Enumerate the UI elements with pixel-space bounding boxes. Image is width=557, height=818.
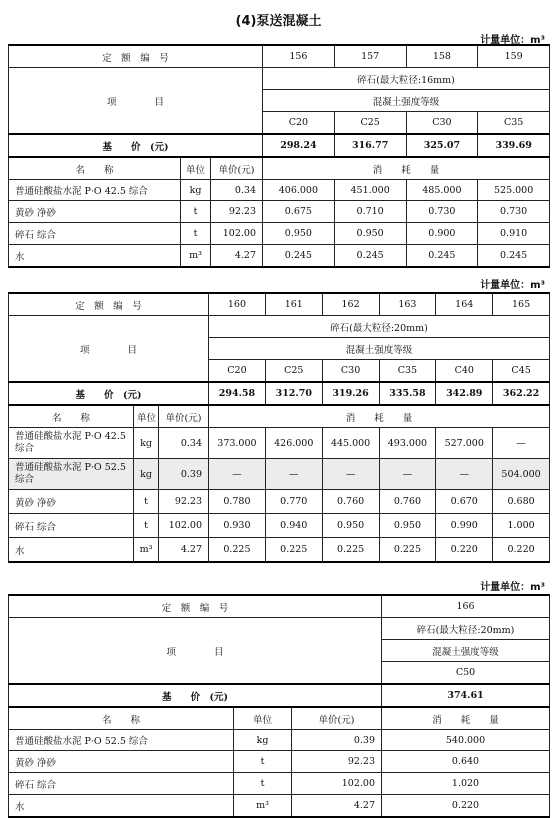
material-name: 碎石 综合 (9, 514, 134, 538)
name-header: 名 称 (9, 157, 181, 180)
consumption-value: 0.710 (334, 201, 406, 223)
material-unit: kg (181, 180, 211, 201)
base-price: 325.07 (406, 134, 478, 157)
unit-label: 计量单位：m³ (480, 582, 545, 593)
material-unit: m³ (234, 795, 292, 818)
material-price: 0.39 (292, 730, 382, 751)
material-name: 水 (9, 538, 134, 563)
material-name: 水 (9, 795, 234, 818)
quota-code: 160 (209, 293, 266, 316)
quota-number-label: 定 额 编 号 (9, 293, 209, 316)
consumption-value: 426.000 (265, 428, 322, 459)
base-price-label: 基 价 (元) (9, 684, 382, 707)
unit-label: 计量单位：m³ (480, 280, 545, 291)
base-price: 374.61 (382, 684, 550, 707)
quota-number-label: 定 额 编 号 (9, 595, 382, 618)
consumption-value: 0.675 (263, 201, 335, 223)
material-price: 0.34 (159, 428, 209, 459)
consumption-value: 0.245 (406, 245, 478, 268)
consumption-value: 0.670 (436, 490, 493, 514)
quota-code: 166 (382, 595, 550, 618)
unit-header: 单位 (234, 707, 292, 730)
base-price: 294.58 (209, 382, 266, 405)
aggregate-spec: 碎石(最大粒径:16mm) (263, 68, 550, 90)
strength-label: 混凝土强度等级 (382, 640, 550, 662)
table-row (9, 514, 550, 538)
material-name: 水 (9, 245, 181, 268)
consumption-value: 0.730 (478, 201, 550, 223)
material-unit: t (181, 223, 211, 245)
material-name: 黄砂 净砂 (9, 751, 234, 773)
material-unit: kg (234, 730, 292, 751)
material-name: 普通硅酸盐水泥 P·O 42.5 综合 (9, 428, 134, 459)
quota-code: 156 (263, 45, 335, 68)
consumption-value: — (493, 428, 550, 459)
base-price-label: 基 价 (元) (9, 382, 209, 405)
material-unit: kg (134, 428, 159, 459)
consumption-header: 消 耗 量 (209, 405, 550, 428)
consumption-value: 0.900 (406, 223, 478, 245)
strength-grade: C35 (478, 112, 550, 135)
table-row (9, 428, 550, 459)
consumption-value: 0.940 (265, 514, 322, 538)
consumption-value: 0.930 (209, 514, 266, 538)
unit-price-header: 单价(元) (159, 405, 209, 428)
strength-grade: C30 (406, 112, 478, 135)
strength-grade: C40 (436, 360, 493, 383)
strength-grade: C25 (265, 360, 322, 383)
unit-header: 单位 (134, 405, 159, 428)
consumption-value: 373.000 (209, 428, 266, 459)
consumption-value: 0.220 (382, 795, 550, 818)
quota-number-label: 定 额 编 号 (9, 45, 263, 68)
material-price: 0.34 (211, 180, 263, 201)
material-unit: t (234, 751, 292, 773)
consumption-value: 451.000 (334, 180, 406, 201)
base-price: 316.77 (334, 134, 406, 157)
consumption-value: 527.000 (436, 428, 493, 459)
strength-grade: C25 (334, 112, 406, 135)
table-row (9, 459, 550, 490)
consumption-header: 消 耗 量 (263, 157, 550, 180)
table-row (9, 201, 550, 223)
table-row (9, 223, 550, 245)
consumption-value: 0.225 (322, 538, 379, 563)
consumption-value: 0.730 (406, 201, 478, 223)
quota-code: 158 (406, 45, 478, 68)
table-row (9, 180, 550, 201)
material-price: 4.27 (211, 245, 263, 268)
consumption-value: 0.950 (322, 514, 379, 538)
material-unit: t (134, 490, 159, 514)
unit-price-header: 单价(元) (292, 707, 382, 730)
base-price: 362.22 (493, 382, 550, 405)
consumption-value: 406.000 (263, 180, 335, 201)
consumption-value: 0.770 (265, 490, 322, 514)
material-price: 0.39 (159, 459, 209, 490)
material-price: 92.23 (292, 751, 382, 773)
material-name: 普通硅酸盐水泥 P·O 52.5 综合 (9, 730, 234, 751)
quota-code: 163 (379, 293, 436, 316)
material-unit: m³ (134, 538, 159, 563)
unit-label: 计量单位：m³ (480, 35, 545, 46)
consumption-value: 0.910 (478, 223, 550, 245)
material-price: 102.00 (159, 514, 209, 538)
quota-code: 159 (478, 45, 550, 68)
material-name: 普通硅酸盐水泥 P·O 42.5 综合 (9, 180, 181, 201)
consumption-value: 485.000 (406, 180, 478, 201)
base-price: 342.89 (436, 382, 493, 405)
aggregate-spec: 碎石(最大粒径:20mm) (382, 618, 550, 640)
consumption-value: 0.225 (265, 538, 322, 563)
consumption-value: 0.990 (436, 514, 493, 538)
quota-table-3 (8, 594, 550, 818)
table-row (9, 751, 550, 773)
consumption-value: 0.220 (493, 538, 550, 563)
consumption-value: 0.680 (493, 490, 550, 514)
consumption-value: — (379, 459, 436, 490)
consumption-value: 0.245 (263, 245, 335, 268)
base-price: 298.24 (263, 134, 335, 157)
item-label: 项 目 (9, 316, 209, 383)
consumption-value: 0.640 (382, 751, 550, 773)
name-header: 名 称 (9, 405, 134, 428)
strength-label: 混凝土强度等级 (263, 90, 550, 112)
base-price: 335.58 (379, 382, 436, 405)
table-row (9, 245, 550, 268)
material-unit: t (181, 201, 211, 223)
material-price: 102.00 (292, 773, 382, 795)
consumption-value: 0.245 (478, 245, 550, 268)
consumption-value: — (436, 459, 493, 490)
material-name: 碎石 综合 (9, 773, 234, 795)
quota-code: 157 (334, 45, 406, 68)
consumption-value: 0.245 (334, 245, 406, 268)
consumption-value: 0.760 (322, 490, 379, 514)
material-unit: t (134, 514, 159, 538)
consumption-header: 消 耗 量 (382, 707, 550, 730)
section-title: (4)泵送混凝土 (235, 14, 322, 29)
unit-header: 单位 (181, 157, 211, 180)
base-price-label: 基 价 (元) (9, 134, 263, 157)
strength-grade: C20 (263, 112, 335, 135)
item-label: 项 目 (9, 68, 263, 135)
quota-code: 165 (493, 293, 550, 316)
strength-grade: C50 (382, 662, 550, 685)
consumption-value: 0.760 (379, 490, 436, 514)
consumption-value: 1.020 (382, 773, 550, 795)
quota-code: 164 (436, 293, 493, 316)
consumption-value: 1.000 (493, 514, 550, 538)
consumption-value: 525.000 (478, 180, 550, 201)
consumption-value: 0.220 (436, 538, 493, 563)
quota-table-2 (8, 292, 550, 563)
consumption-value: 0.950 (263, 223, 335, 245)
material-price: 4.27 (292, 795, 382, 818)
consumption-value: 504.000 (493, 459, 550, 490)
table-row (9, 795, 550, 818)
base-price: 319.26 (322, 382, 379, 405)
quota-table-1 (8, 44, 550, 268)
material-price: 102.00 (211, 223, 263, 245)
strength-grade: C30 (322, 360, 379, 383)
base-price: 339.69 (478, 134, 550, 157)
item-label: 项 目 (9, 618, 382, 685)
name-header: 名 称 (9, 707, 234, 730)
consumption-value: 0.950 (379, 514, 436, 538)
consumption-value: — (209, 459, 266, 490)
consumption-value: 0.780 (209, 490, 266, 514)
quota-code: 162 (322, 293, 379, 316)
base-price: 312.70 (265, 382, 322, 405)
material-name: 黄砂 净砂 (9, 201, 181, 223)
consumption-value: 540.000 (382, 730, 550, 751)
consumption-value: 0.225 (379, 538, 436, 563)
material-name: 普通硅酸盐水泥 P·O 52.5 综合 (9, 459, 134, 490)
material-unit: t (234, 773, 292, 795)
table-row (9, 773, 550, 795)
aggregate-spec: 碎石(最大粒径:20mm) (209, 316, 550, 338)
material-price: 4.27 (159, 538, 209, 563)
consumption-value: 0.950 (334, 223, 406, 245)
strength-grade: C20 (209, 360, 266, 383)
material-price: 92.23 (159, 490, 209, 514)
material-price: 92.23 (211, 201, 263, 223)
strength-grade: C45 (493, 360, 550, 383)
strength-grade: C35 (379, 360, 436, 383)
consumption-value: 493.000 (379, 428, 436, 459)
consumption-value: 445.000 (322, 428, 379, 459)
strength-label: 混凝土强度等级 (209, 338, 550, 360)
unit-price-header: 单价(元) (211, 157, 263, 180)
consumption-value: — (322, 459, 379, 490)
table-row (9, 538, 550, 563)
consumption-value: 0.225 (209, 538, 266, 563)
table-row (9, 730, 550, 751)
material-unit: kg (134, 459, 159, 490)
material-unit: m³ (181, 245, 211, 268)
material-name: 碎石 综合 (9, 223, 181, 245)
material-name: 黄砂 净砂 (9, 490, 134, 514)
table-row (9, 490, 550, 514)
quota-code: 161 (265, 293, 322, 316)
consumption-value: — (265, 459, 322, 490)
